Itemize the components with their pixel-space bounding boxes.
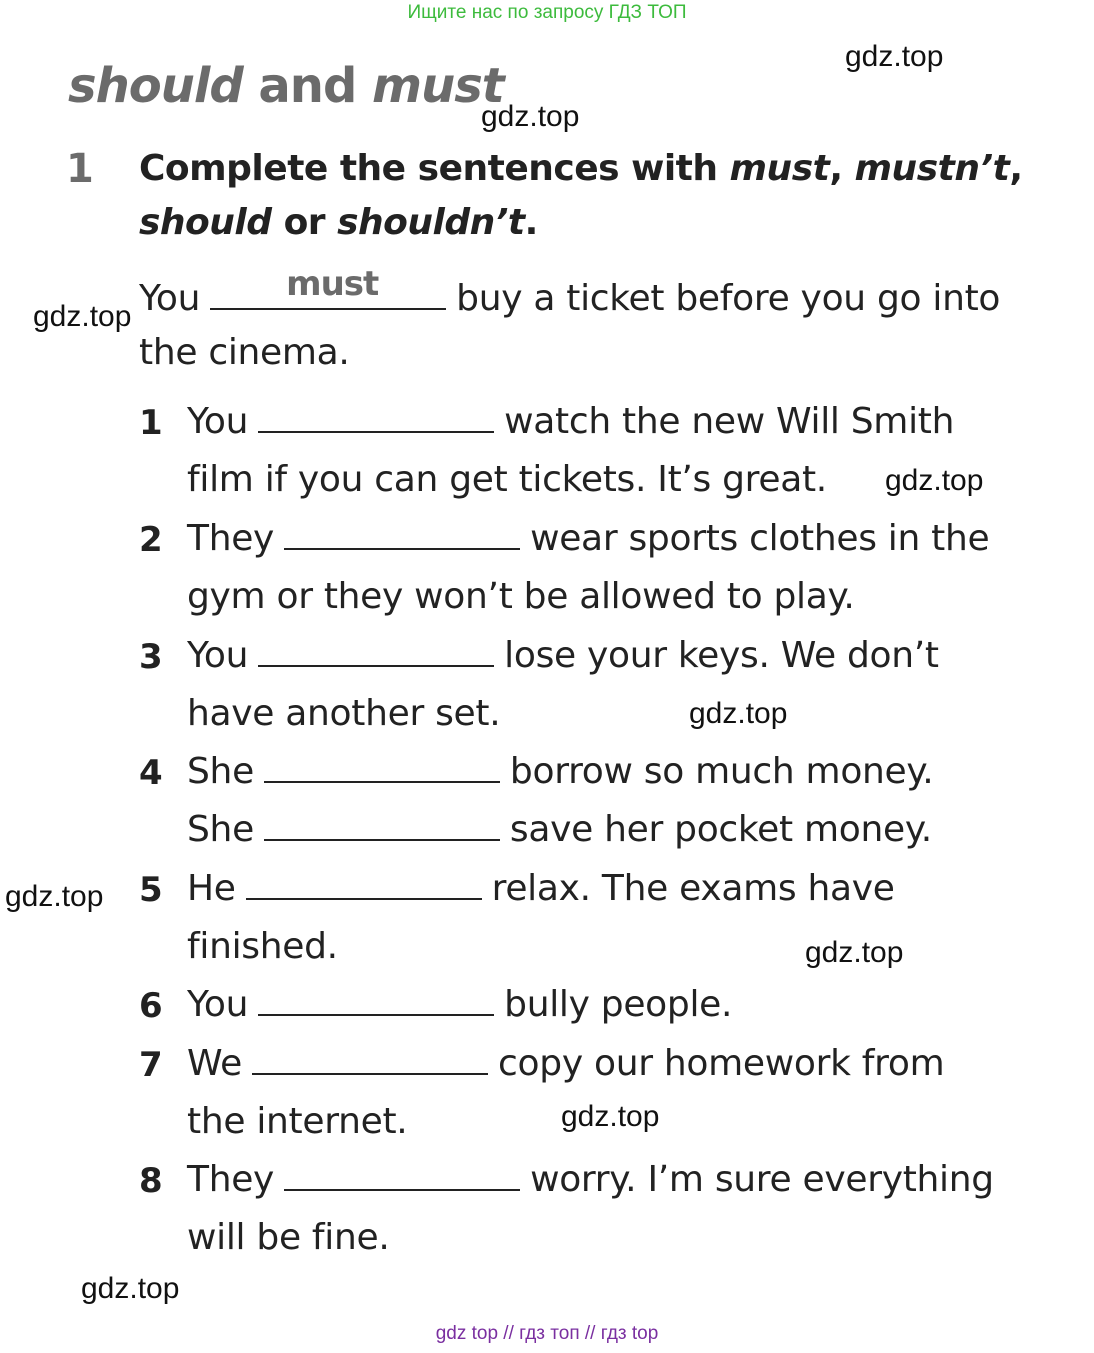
instruction-line-2 <box>139 202 538 243</box>
instruction-word-must: must <box>729 148 830 189</box>
item-number: 5 <box>139 870 163 910</box>
top-banner: Ищите нас по запросу ГДЗ ТОП <box>407 2 687 23</box>
item-7-line-1 <box>187 1043 944 1084</box>
exercise-number: 1 <box>66 146 94 192</box>
item-2-line-2: gym or they won’t be allowed to play. <box>187 576 855 617</box>
title-must: must <box>372 58 504 114</box>
example-before: You <box>139 278 201 319</box>
item-after: worry. I’m sure everything <box>530 1159 994 1200</box>
example-answer: must <box>286 264 379 304</box>
item-1-line-1 <box>187 401 954 442</box>
item-before: She <box>187 751 254 792</box>
item-2-line-1 <box>187 518 989 559</box>
item-before: You <box>187 401 249 442</box>
item-7-line-2: the internet. <box>187 1101 408 1142</box>
answer-blank[interactable] <box>284 1181 520 1191</box>
item-8-line-1 <box>187 1159 994 1200</box>
item-after: relax. The exams have <box>491 868 895 909</box>
instruction-sep: . <box>524 202 538 243</box>
item-number: 2 <box>139 520 163 560</box>
item-5-line-1 <box>187 868 895 909</box>
item-number: 7 <box>139 1045 163 1085</box>
instruction-word-should: should <box>139 202 272 243</box>
item-4-line-1 <box>187 751 933 792</box>
example-line-1 <box>139 264 1001 319</box>
item-after: save her pocket money. <box>509 809 932 850</box>
item-after: watch the new Will Smith <box>504 401 955 442</box>
example-after: buy a ticket before you go into <box>456 278 1001 319</box>
answer-blank[interactable] <box>284 540 520 550</box>
answer-blank[interactable] <box>264 773 500 783</box>
item-before: They <box>187 518 275 559</box>
instruction-word-shouldnt: shouldn’t <box>337 202 525 243</box>
item-number: 3 <box>139 637 163 677</box>
item-number: 4 <box>139 753 163 793</box>
item-before: He <box>187 868 236 909</box>
item-after: lose your keys. We don’t <box>504 635 939 676</box>
item-3-line-1 <box>187 635 939 676</box>
instruction-line-1 <box>139 148 1023 189</box>
bottom-footer: gdz top // гдз топ // гдз top <box>435 1323 659 1344</box>
item-after: wear sports clothes in the <box>530 518 990 559</box>
answer-blank[interactable] <box>264 831 500 841</box>
watermark: gdz.top <box>561 1100 660 1133</box>
watermark: gdz.top <box>689 697 788 730</box>
section-title <box>68 58 504 114</box>
answer-blank[interactable] <box>258 423 494 433</box>
title-should: should <box>68 58 243 114</box>
example-blank <box>210 264 446 310</box>
item-before: You <box>187 635 249 676</box>
watermark: gdz.top <box>33 300 132 333</box>
item-8-line-2: will be fine. <box>187 1217 390 1258</box>
item-3-line-2: have another set. <box>187 693 501 734</box>
answer-blank[interactable] <box>258 657 494 667</box>
answer-blank[interactable] <box>258 1006 494 1016</box>
item-after: bully people. <box>504 984 733 1025</box>
watermark: gdz.top <box>81 1272 180 1305</box>
watermark: gdz.top <box>845 40 944 73</box>
answer-blank[interactable] <box>246 890 482 900</box>
item-1-line-2: film if you can get tickets. It’s great. <box>187 459 827 500</box>
watermark: gdz.top <box>5 880 104 913</box>
item-5-line-2: finished. <box>187 926 338 967</box>
item-before: We <box>187 1043 243 1084</box>
item-6-line-1 <box>187 984 732 1025</box>
example-line-2: the cinema. <box>139 332 350 373</box>
item-before: You <box>187 984 249 1025</box>
item-number: 6 <box>139 986 163 1026</box>
item-4-line-2 <box>187 809 932 850</box>
instruction-sep: , <box>829 148 855 189</box>
item-number: 8 <box>139 1161 163 1201</box>
instruction-word-mustnt: mustn’t <box>854 148 1010 189</box>
instruction-sep: , <box>1009 148 1023 189</box>
item-after: borrow so much money. <box>509 751 934 792</box>
instruction-sep: or <box>271 202 338 243</box>
answer-blank[interactable] <box>252 1065 488 1075</box>
watermark: gdz.top <box>805 936 904 969</box>
instruction-text: Complete the sentences with <box>139 148 730 189</box>
watermark: gdz.top <box>481 100 580 133</box>
item-after: copy our homework from <box>498 1043 945 1084</box>
title-and: and <box>242 58 373 114</box>
watermark: gdz.top <box>885 464 984 497</box>
item-before: She <box>187 809 254 850</box>
item-before: They <box>187 1159 275 1200</box>
item-number: 1 <box>139 403 163 443</box>
